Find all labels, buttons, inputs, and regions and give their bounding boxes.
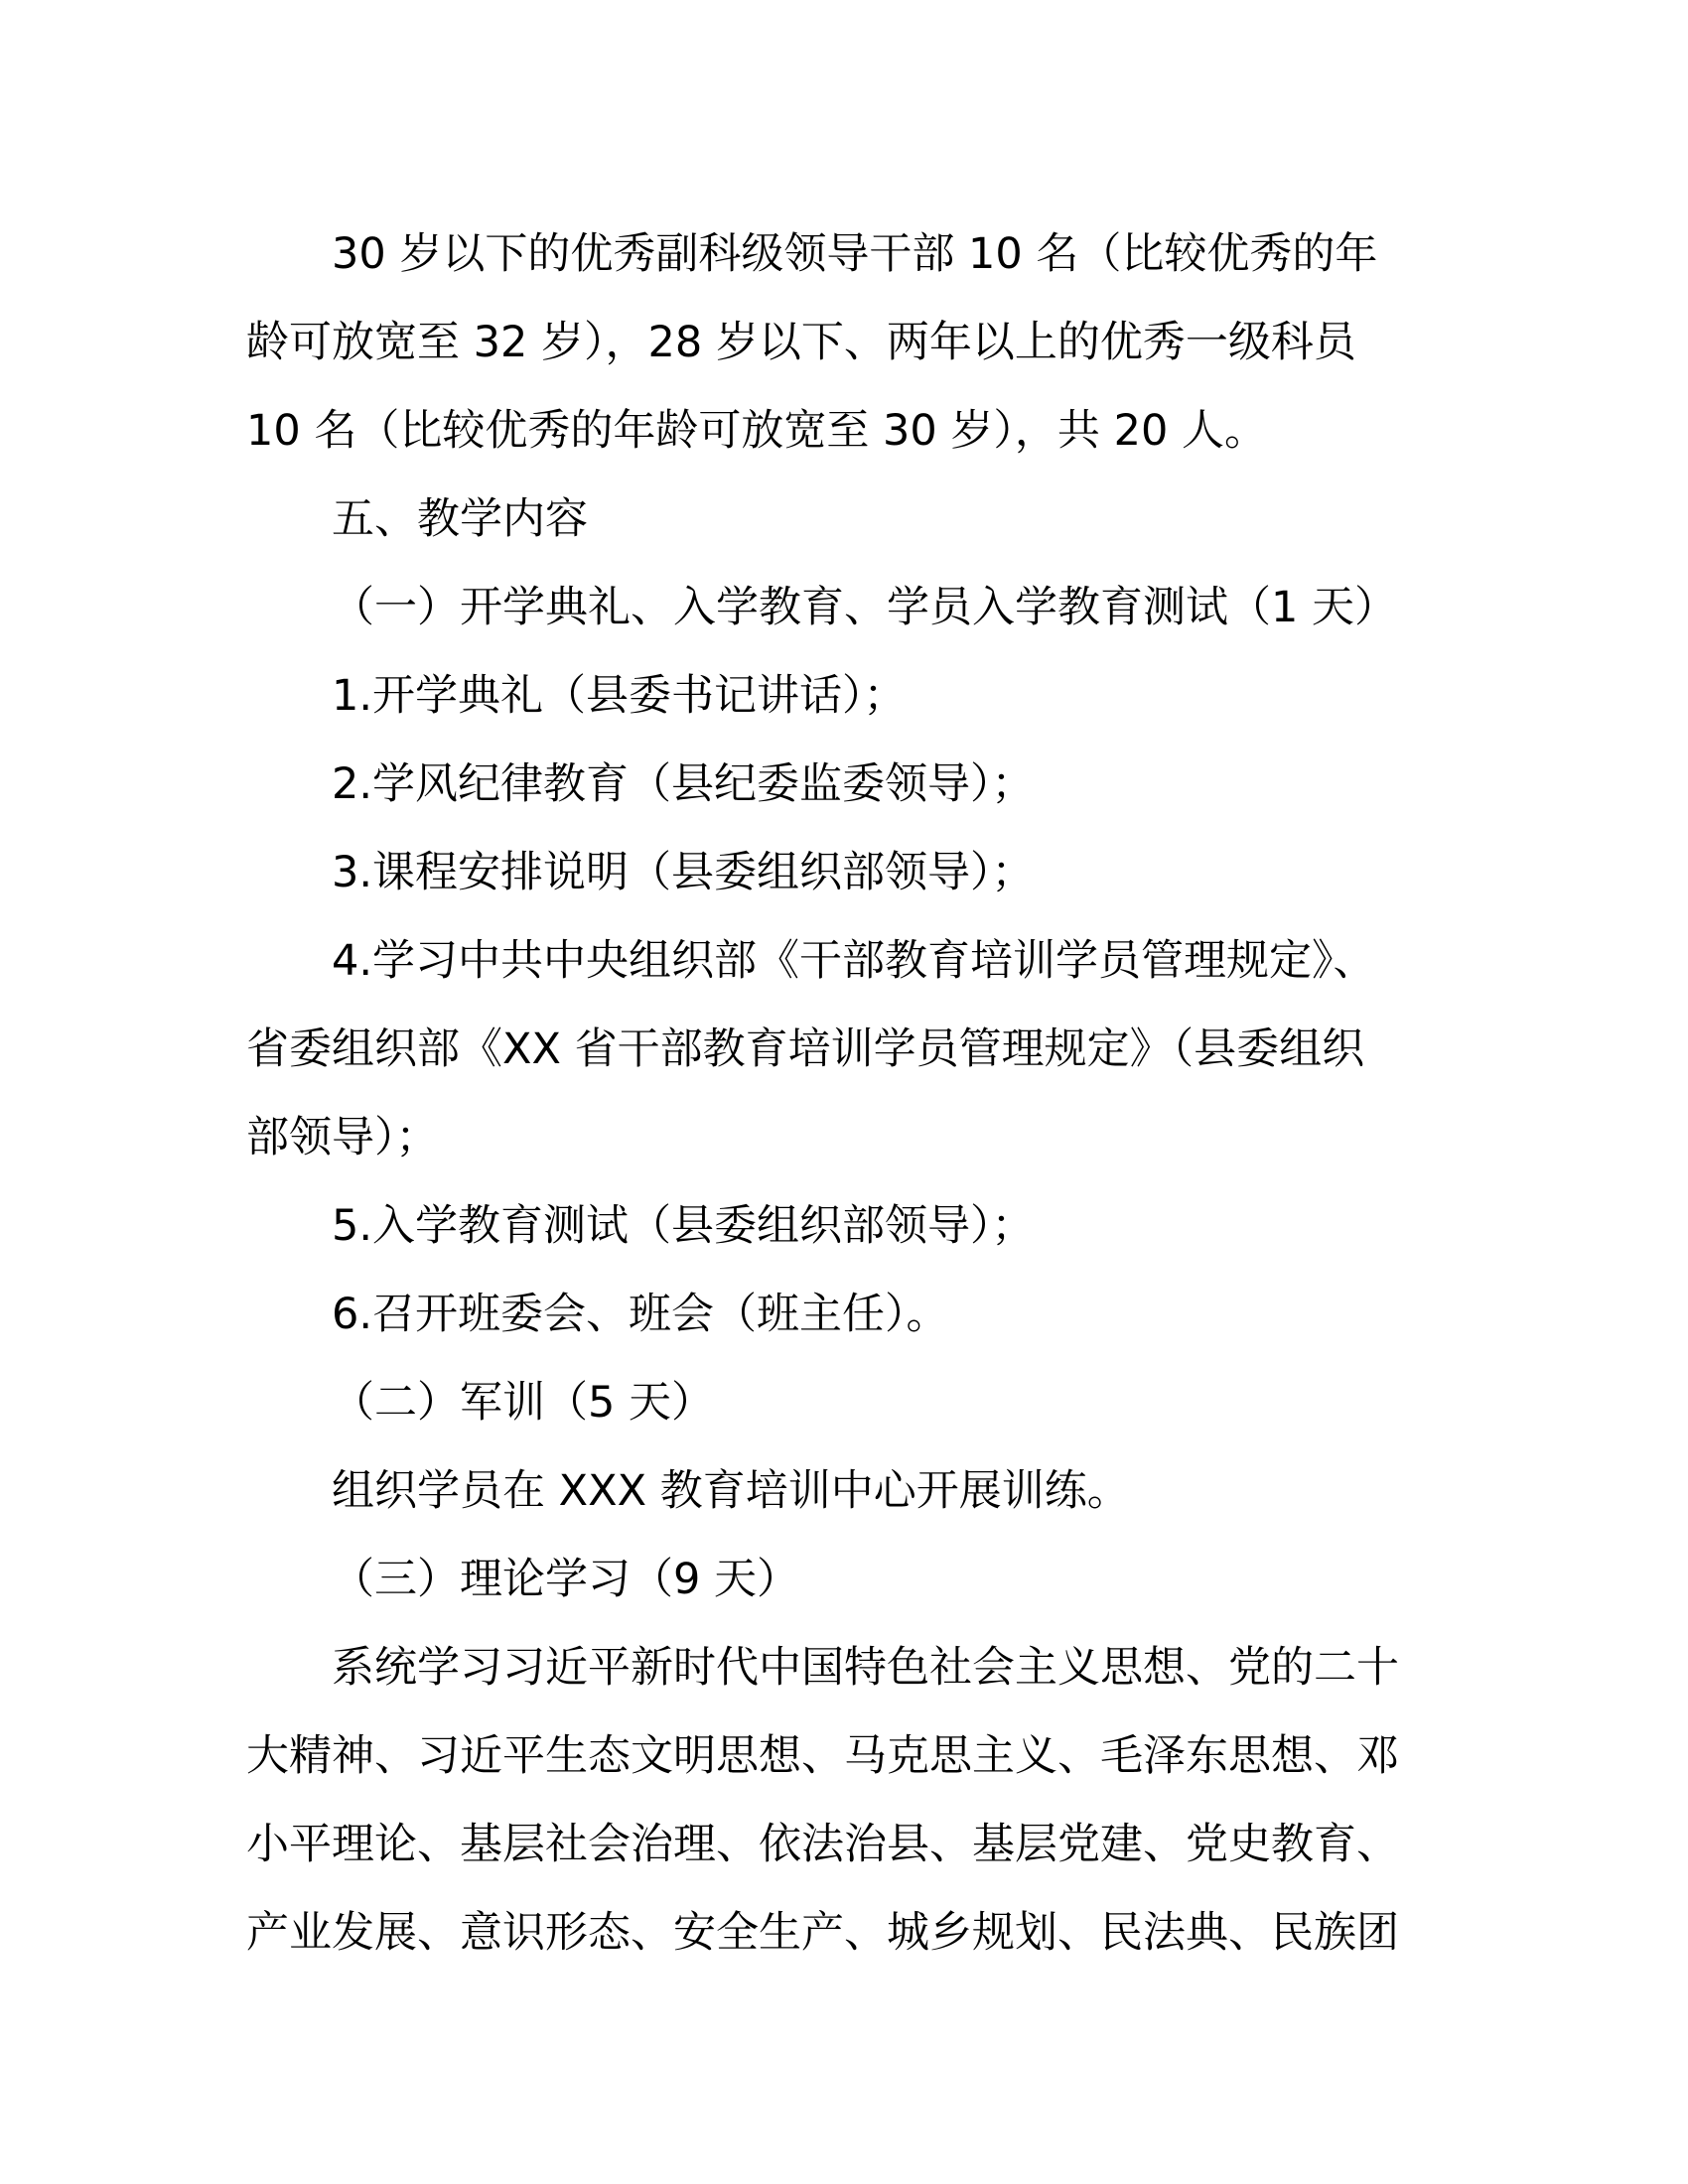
text-line: 30 岁以下的优秀副科级领导干部 10 名（比较优秀的年	[332, 229, 1378, 279]
list-item-regulations-study	[246, 917, 1432, 1182]
list-item-discipline-education: 2.学风纪律教育（县纪委监委领导）；	[332, 759, 1035, 809]
subheading-military-training: （二）军训（5 天）	[332, 1378, 715, 1428]
list-item-class-meeting: 6.召开班委会、班会（班主任）。	[332, 1290, 949, 1339]
document-body	[246, 210, 1432, 1978]
list-item-entrance-test: 5.入学教育测试（县委组织部领导）；	[332, 1201, 1035, 1251]
subheading-opening: （一）开学典礼、入学教育、学员入学教育测试（1 天）	[332, 583, 1398, 632]
paragraph-theory-topics	[246, 1624, 1432, 1978]
subheading-theory-study: （三）理论学习（9 天）	[332, 1555, 800, 1604]
text-line: 龄可放宽至 32 岁），28 岁以下、两年以上的优秀一级科员	[246, 318, 1356, 367]
section-heading-teaching-content: 五、教学内容	[332, 494, 588, 544]
paragraph-training-location: 组织学员在 XXX 教育培训中心开展训练。	[332, 1466, 1130, 1516]
paragraph-eligibility	[246, 210, 1432, 476]
text-line: 系统学习习近平新时代中国特色社会主义思想、党的二十	[332, 1643, 1399, 1693]
text-line: 产业发展、意识形态、安全生产、城乡规划、民法典、民族团	[246, 1908, 1399, 1958]
text-line: 省委组织部《XX 省干部教育培训学员管理规定》（县委组织	[246, 1024, 1365, 1074]
list-item-course-arrangement: 3.课程安排说明（县委组织部领导）；	[332, 848, 1035, 897]
text-line: 部领导）；	[246, 1113, 439, 1162]
text-line: 小平理论、基层社会治理、依法治县、基层党建、党史教育、	[246, 1820, 1399, 1869]
text-line: 4.学习中共中央组织部《干部教育培训学员管理规定》、	[332, 936, 1376, 986]
text-line: 大精神、习近平生态文明思想、马克思主义、毛泽东思想、邓	[246, 1731, 1399, 1781]
list-item-opening-ceremony: 1.开学典礼（县委书记讲话）；	[332, 671, 907, 721]
text-line: 10 名（比较优秀的年龄可放宽至 30 岁），共 20 人。	[246, 406, 1267, 456]
